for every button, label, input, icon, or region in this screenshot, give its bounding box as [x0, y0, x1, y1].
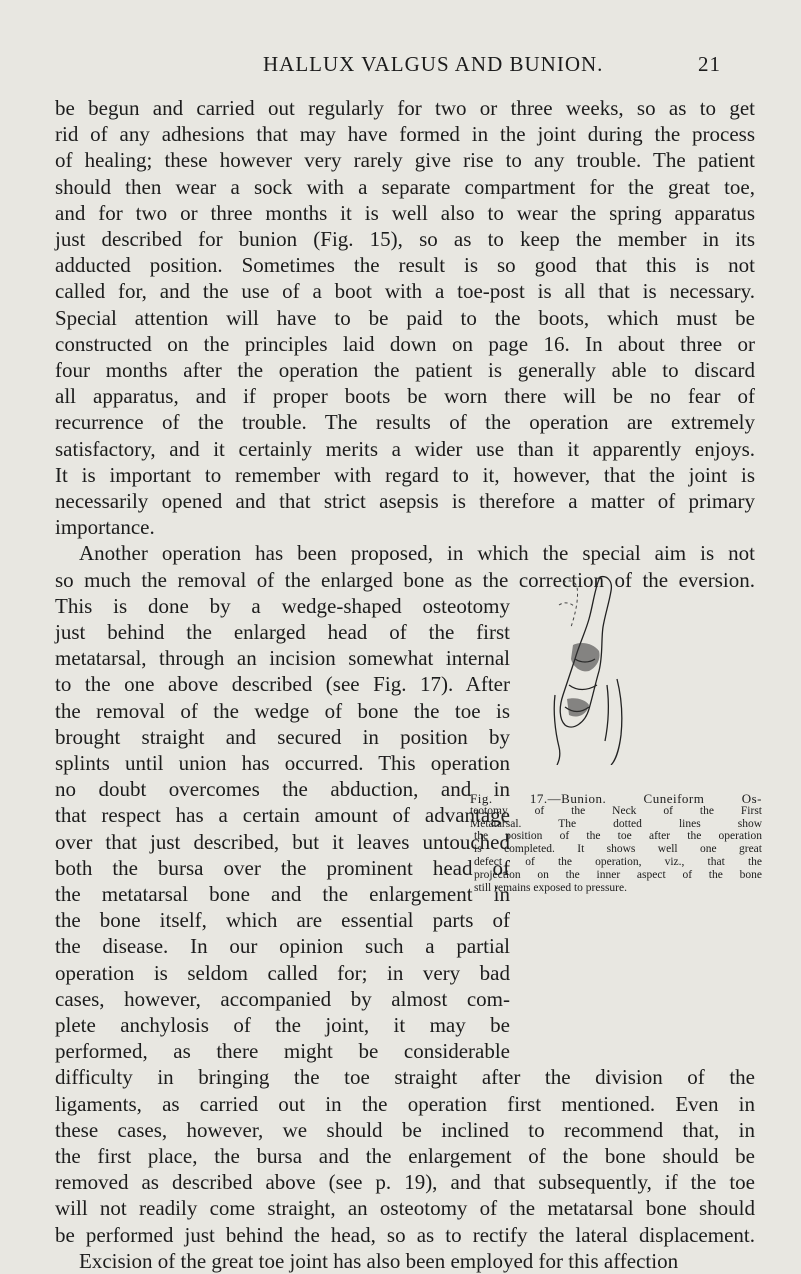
text-line: so much the removal of the enlarged bone as the correction of the eversion.: [55, 567, 755, 592]
text-line: over that just described, but it leaves untouched: [55, 829, 510, 854]
caption-line: teotomy of the Neck of the First: [470, 804, 762, 817]
text-line: constructed on the principles laid down on page 16. In about three or: [55, 331, 755, 356]
text-line: brought straight and secured in position by: [55, 724, 510, 749]
text-line: It is important to remember with regard to it, however, that the joint is: [55, 462, 755, 487]
caption-line: Fig. 17.—Bunion. Cuneiform Os-: [470, 791, 762, 806]
text-line: four months after the operation the patient is generally able to discard: [55, 358, 755, 382]
running-title: HALLUX VALGUS AND BUNION.: [263, 52, 604, 76]
text-line: necessarily opened and that strict asepsis is therefore a matter of primary: [55, 489, 755, 513]
text-line: Excision of the great toe joint has also been employed for this affection: [79, 1248, 679, 1273]
text-line: difficulty in bringing the toe straight after the division of the: [55, 1065, 755, 1090]
caption-line: still remains exposed to pressure.: [474, 881, 627, 894]
text-line: of healing; these however very rarely give rise to any trouble. The patient: [55, 148, 755, 173]
text-line: should then wear a sock with a separate compartment for the great toe,: [55, 174, 755, 199]
text-line: importance.: [55, 515, 155, 540]
text-line: rid of any adhesions that may have formed in the joint during the process: [55, 122, 755, 147]
text-line: metatarsal, through an incision somewhat internal: [55, 646, 510, 671]
text-line: satisfactory, and it certainly merits a wider use than it apparently enjoys.: [55, 436, 755, 461]
text-line: no doubt overcomes the abduction, and in: [55, 777, 510, 802]
text-line: the disease. In our opinion such a partial: [55, 934, 510, 959]
text-line: adducted position. Sometimes the result is so good that this is not: [55, 253, 755, 278]
text-line: performed, as there might be considerable: [55, 1039, 510, 1064]
text-line: the metatarsal bone and the enlargement in: [55, 882, 510, 906]
text-line: the first place, the bursa and the enlargement of the bone should be: [55, 1144, 755, 1168]
text-line: Special attention will have to be paid to the boots, which must be: [55, 305, 755, 330]
text-line: called for, and the use of a boot with a toe-post is all that is necessary.: [55, 279, 755, 304]
caption-line: defect of the operation, viz., that the: [474, 856, 762, 868]
caption-line: is completed. It shows well one great: [474, 843, 762, 856]
text-line: This is done by a wedge-shaped osteotomy: [55, 593, 510, 618]
text-line: operation is seldom called for; in very bad: [55, 960, 510, 985]
text-line: both the bursa over the prominent head of: [55, 855, 510, 880]
text-line: splints until union has occurred. This operation: [55, 751, 510, 775]
text-line: and for two or three months it is well also to wear the spring apparatus: [55, 200, 755, 225]
text-line: just behind the enlarged head of the first: [55, 620, 510, 644]
text-line: removed as described above (see p. 19), and that subsequently, if the toe: [55, 1170, 755, 1195]
text-line: the bone itself, which are essential parts of: [55, 908, 510, 933]
caption-line: the position of the toe after the operation: [474, 830, 762, 843]
caption-line: projection on the inner aspect of the bone: [474, 868, 762, 881]
text-line: plete anchylosis of the joint, it may be: [55, 1013, 510, 1037]
text-line: the removal of the wedge of bone the toe is: [55, 698, 510, 723]
page-number: 21: [698, 52, 721, 76]
text-line: will not readily come straight, an osteotomy of the metatarsal bone should: [55, 1196, 755, 1221]
text-line: cases, however, accompanied by almost com-: [55, 986, 510, 1011]
text-line: that respect has a certain amount of advantage: [55, 803, 510, 828]
text-line: be performed just behind the head, so as to rectify the lateral displacement.: [55, 1222, 755, 1247]
caption-line: Metatarsal. The dotted lines show: [470, 817, 762, 830]
text-line: these cases, however, we should be inclined to recommend that, in: [55, 1117, 755, 1142]
foot-illustration: [545, 575, 635, 765]
text-line: all apparatus, and if proper boots be worn there will be no fear of: [55, 384, 755, 409]
text-line: recurrence of the trouble. The results of the operation are extremely: [55, 410, 755, 435]
text-line: be begun and carried out regularly for two or three weeks, so as to get: [55, 96, 755, 120]
text-line: Another operation has been proposed, in which the special aim is not: [79, 541, 755, 566]
text-line: ligaments, as carried out in the operation first mentioned. Even in: [55, 1091, 755, 1116]
text-line: just described for bunion (Fig. 15), so as to keep the member in its: [55, 227, 755, 251]
text-line: to the one above described (see Fig. 17). After: [55, 672, 510, 697]
